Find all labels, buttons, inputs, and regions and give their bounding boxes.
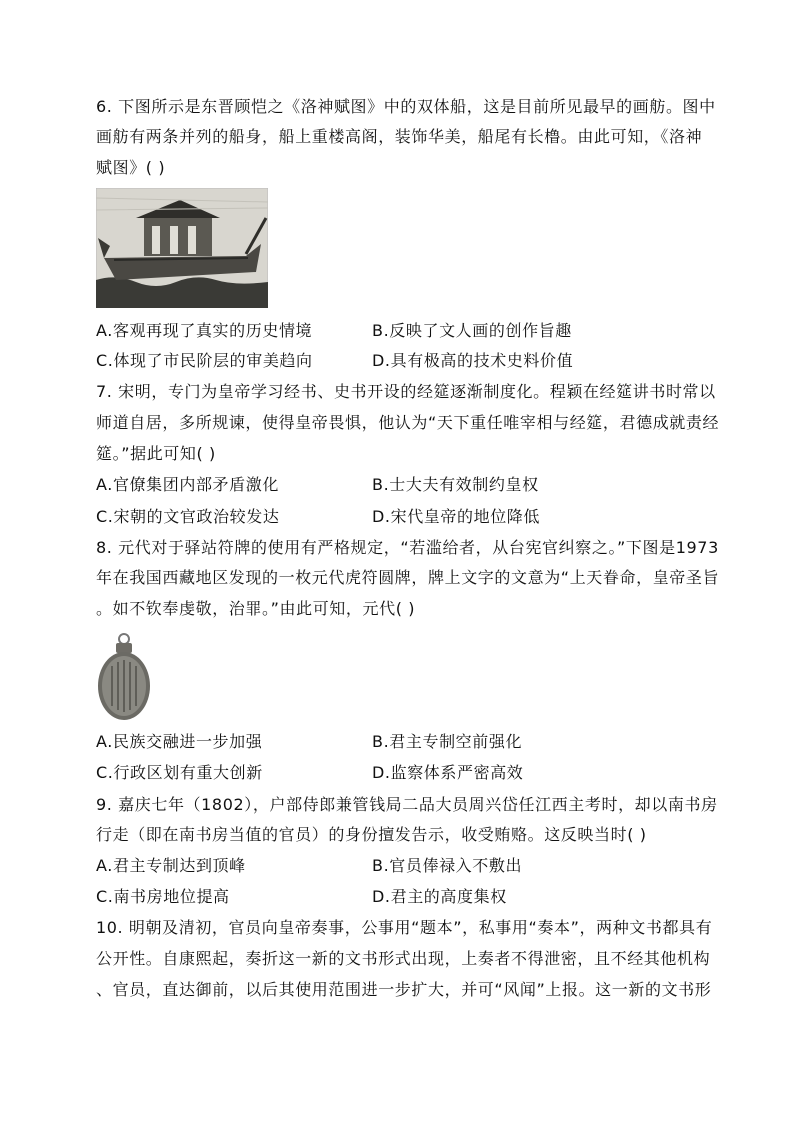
q6-option-c: C.体现了市民阶层的审美趋向 [96,351,313,370]
q10-line-3: 、官员，直达御前，以后其使用范围进一步扩大，并可“风闻”上报。这一新的文书形 [96,980,712,999]
q6-line-2: 画舫有两条并列的船身，船上重楼高阁，装饰华美，船尾有长橹。由此可知，《洛神 [96,127,703,146]
q10-line-2: 公开性。自康熙起，奏折这一新的文书形式出现，上奏者不得泄密，且不经其他机构 [96,949,711,968]
q7-line-1: 7. 宋明，专门为皇帝学习经书、史书开设的经筵逐渐制度化。程颖在经筵讲书时常以 [96,382,716,401]
q6-option-b: B.反映了文人画的创作旨趣 [372,321,572,340]
q7-line-3: 筵。”据此可知( ) [96,444,216,463]
q10-line-1: 10. 明朝及清初，官员向皇帝奏事，公事用“题本”，私事用“奏本”，两种文书都具有 [96,918,713,937]
q7-option-c: C.宋朝的文官政治较发达 [96,507,280,526]
q6-option-d: D.具有极高的技术史料价值 [372,351,574,370]
q6-option-a: A.客观再现了真实的历史情境 [96,321,313,340]
yuan-tiger-tablet-image [96,632,152,722]
q7-line-2: 师道自居，多所规谏，使得皇帝畏惧，他认为“天下重任唯宰相与经筵，君德成就责经 [96,413,720,432]
q8-line-1: 8. 元代对于驿站符牌的使用有严格规定，“若滥给者，从台宪官纠察之。”下图是1973 [96,538,719,557]
q8-option-b: B.君主专制空前强化 [372,732,523,751]
q8-option-c: C.行政区划有重大创新 [96,763,263,782]
q8-line-3: 。如不钦奉虔敬，治罪。”由此可知，元代( ) [96,599,416,618]
q9-line-1: 9. 嘉庆七年（1802），户部侍郎兼管钱局二品大员周兴岱任江西主考时，却以南书房 [96,795,718,814]
q9-option-d: D.君主的高度集权 [372,887,507,906]
q9-option-b: B.官员俸禄入不敷出 [372,856,523,875]
q7-option-b: B.士大夫有效制约皇权 [372,475,539,494]
q6-line-3: 赋图》( ) [96,158,166,177]
q9-option-a: A.君主专制达到顶峰 [96,856,246,875]
q7-option-a: A.官僚集团内部矛盾激化 [96,475,279,494]
luoshen-boat-painting-image [96,188,268,308]
q9-line-2: 行走（即在南书房当值的官员）的身份擅发告示，收受贿赂。这反映当时( ) [96,825,647,844]
q6-line-1: 6. 下图所示是东晋顾恺之《洛神赋图》中的双体船，这是目前所见最早的画舫。图中 [96,97,716,116]
q7-option-d: D.宋代皇帝的地位降低 [372,507,541,526]
q8-option-d: D.监察体系严密高效 [372,763,524,782]
q9-option-c: C.南书房地位提高 [96,887,230,906]
q8-option-a: A.民族交融进一步加强 [96,732,263,751]
q8-line-2: 年在我国西藏地区发现的一枚元代虎符圆牌，牌上文字的文意为“上天眷命，皇帝圣旨 [96,568,720,587]
